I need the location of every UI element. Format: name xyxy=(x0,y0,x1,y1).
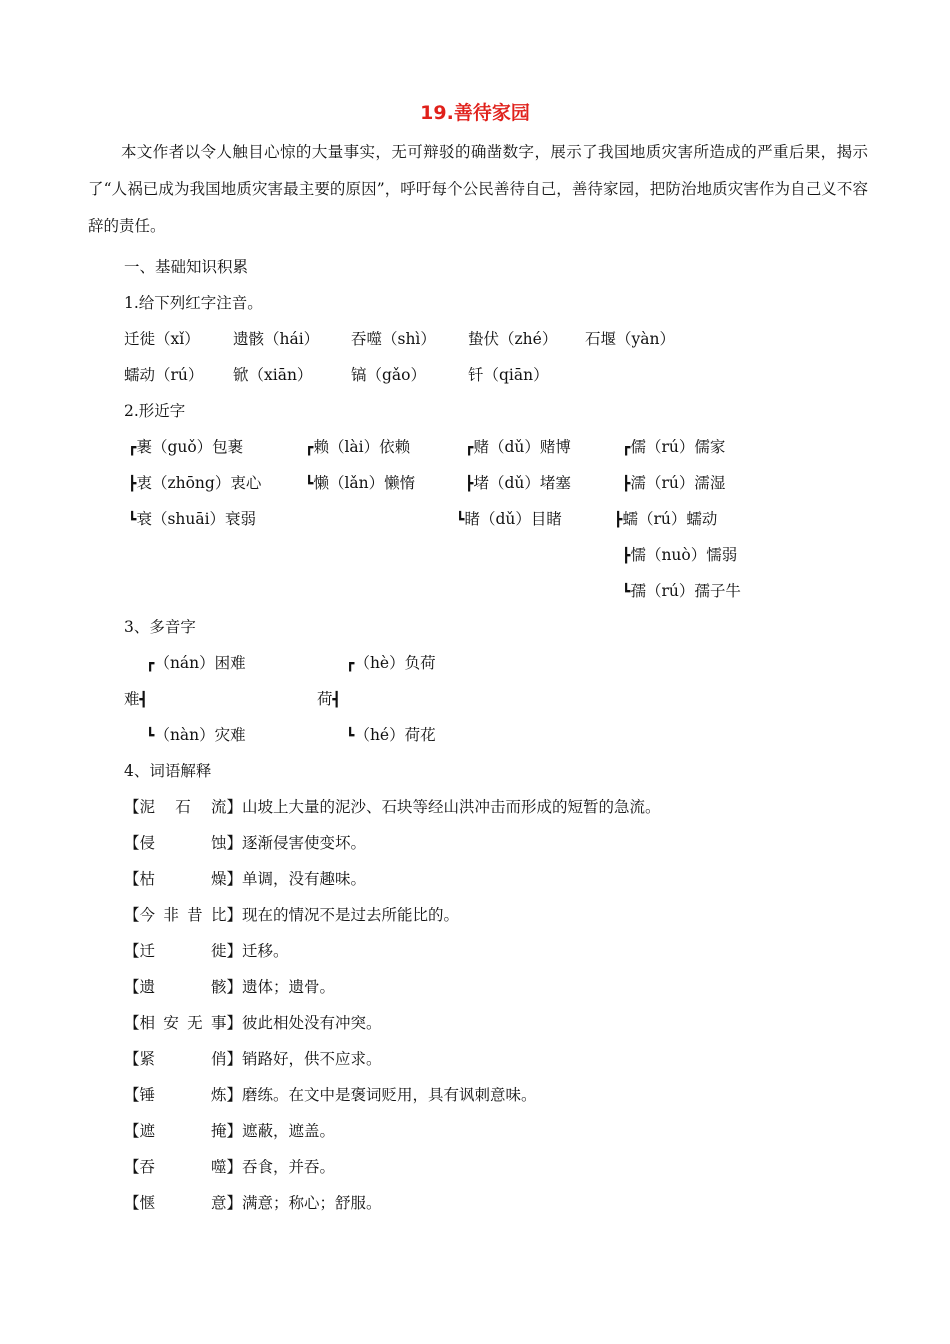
vocab-definition: 山坡上大量的泥沙、石块等经山洪冲击而形成的短暂的急流。 xyxy=(242,798,661,816)
similar-char-item: ┗孺（rú）孺子牛 xyxy=(622,582,741,600)
bracket-icon: ┣ xyxy=(128,476,137,492)
bracket-icon: ┣ xyxy=(614,512,623,528)
similar-char-item: ┣懦（nuò）懦弱 xyxy=(622,546,738,564)
vocab-term: 遗骸 xyxy=(139,978,227,996)
polyphone-reading: ┏（hè）负荷 xyxy=(346,654,436,672)
polyphone-reading: ┏（nán）困难 xyxy=(146,654,246,672)
bracket-icon: ┏ xyxy=(305,440,314,456)
section-heading: 一、基础知识积累 xyxy=(124,258,249,276)
vocab-term: 泥石流 xyxy=(139,798,227,816)
pinyin-item: 蠕动（rú） xyxy=(124,366,204,384)
vocab-definition: 遗体；遗骨。 xyxy=(242,978,336,996)
similar-char-item: ┏赌（dǔ）赌博 xyxy=(465,438,571,456)
similar-char-item: ┣蠕（rú）蠕动 xyxy=(614,510,718,528)
vocab-definition: 单调，没有趣味。 xyxy=(242,870,367,888)
similar-char-item: ┗衰（shuāi）衰弱 xyxy=(128,510,257,528)
vocab-term: 锤炼 xyxy=(139,1086,227,1104)
bracket-icon: ┗ xyxy=(346,728,355,744)
vocab-term: 侵蚀 xyxy=(139,834,227,852)
similar-char-item: ┗懒（lǎn）懒惰 xyxy=(305,474,416,492)
pinyin-item: 迁徙（xǐ） xyxy=(124,330,200,348)
vocab-definition: 逐渐侵害使变坏。 xyxy=(242,834,367,852)
similar-char-item: ┏儒（rú）儒家 xyxy=(622,438,726,456)
question-2-title: 2.形近字 xyxy=(124,402,186,420)
bracket-icon: ┏ xyxy=(465,440,474,456)
bracket-icon: ┗ xyxy=(128,512,137,528)
vocab-item: 【侵蚀】逐渐侵害使变坏。 xyxy=(124,834,367,852)
vocab-definition: 满意；称心；舒服。 xyxy=(242,1194,382,1212)
vocab-definition: 现在的情况不是过去所能比的。 xyxy=(242,906,460,924)
vocab-definition: 销路好，供不应求。 xyxy=(242,1050,382,1068)
vocab-term: 紧俏 xyxy=(139,1050,227,1068)
bracket-icon: ┫ xyxy=(139,692,148,708)
question-4-title: 4、词语解释 xyxy=(124,762,212,780)
similar-char-item: ┗睹（dǔ）目睹 xyxy=(456,510,562,528)
pinyin-item: 石堰（yàn） xyxy=(585,330,675,348)
vocab-term: 遮掩 xyxy=(139,1122,227,1140)
vocab-definition: 磨练。在文中是褒词贬用，具有讽刺意味。 xyxy=(242,1086,537,1104)
bracket-icon: ┫ xyxy=(332,692,341,708)
vocab-item: 【吞噬】吞食，并吞。 xyxy=(124,1158,336,1176)
bracket-icon: ┣ xyxy=(465,476,474,492)
intro-paragraph: 本文作者以令人触目心惊的大量事实，无可辩驳的确凿数字，展示了我国地质灾害所造成的严重后果，揭示了“人祸已成为我国地质灾害最主要的原因”，呼吁每个公民善待自己，善待家园，把防治地质灾害作为自己义不容辞的责任。 xyxy=(88,143,868,235)
polyphone-char: 荷┫ xyxy=(317,690,341,708)
vocab-item: 【惬意】满意；称心；舒服。 xyxy=(124,1194,382,1212)
bracket-icon: ┏ xyxy=(622,440,631,456)
vocab-term: 惬意 xyxy=(139,1194,227,1212)
vocab-term: 迁徙 xyxy=(139,942,227,960)
vocab-item: 【迁徙】迁移。 xyxy=(124,942,289,960)
vocab-item: 【遮掩】遮蔽，遮盖。 xyxy=(124,1122,336,1140)
bracket-icon: ┗ xyxy=(622,584,631,600)
similar-char-item: ┏赖（lài）依赖 xyxy=(305,438,411,456)
vocab-item: 【泥石流】山坡上大量的泥沙、石块等经山洪冲击而形成的短暂的急流。 xyxy=(124,798,661,816)
bracket-icon: ┗ xyxy=(305,476,314,492)
vocab-term: 今非昔比 xyxy=(139,906,227,924)
polyphone-char: 难┫ xyxy=(124,690,148,708)
page-title: 19.善待家园 xyxy=(420,102,530,124)
bracket-icon: ┗ xyxy=(456,512,465,528)
polyphone-reading: ┗（nàn）灾难 xyxy=(146,726,246,744)
polyphone-reading: ┗（hé）荷花 xyxy=(346,726,436,744)
bracket-icon: ┗ xyxy=(146,728,155,744)
pinyin-item: 吞噬（shì） xyxy=(351,330,436,348)
question-1-title: 1.给下列红字注音。 xyxy=(124,294,263,312)
pinyin-item: 镐（gǎo） xyxy=(351,366,426,384)
vocab-definition: 彼此相处没有冲突。 xyxy=(242,1014,382,1032)
bracket-icon: ┣ xyxy=(622,476,631,492)
vocab-item: 【枯燥】单调，没有趣味。 xyxy=(124,870,367,888)
pinyin-item: 锨（xiān） xyxy=(233,366,313,384)
vocab-definition: 遮蔽，遮盖。 xyxy=(242,1122,336,1140)
vocab-item: 【遗骸】遗体；遗骨。 xyxy=(124,978,336,996)
bracket-icon: ┏ xyxy=(146,656,155,672)
vocab-term: 相安无事 xyxy=(139,1014,227,1032)
vocab-item: 【相安无事】彼此相处没有冲突。 xyxy=(124,1014,382,1032)
pinyin-item: 遗骸（hái） xyxy=(233,330,320,348)
vocab-item: 【今非昔比】现在的情况不是过去所能比的。 xyxy=(124,906,460,924)
similar-char-item: ┣濡（rú）濡湿 xyxy=(622,474,726,492)
vocab-definition: 吞食，并吞。 xyxy=(242,1158,336,1176)
pinyin-item: 钎（qiān） xyxy=(468,366,549,384)
bracket-icon: ┣ xyxy=(622,548,631,564)
similar-char-item: ┏裹（guǒ）包裹 xyxy=(128,438,244,456)
vocab-term: 吞噬 xyxy=(139,1158,227,1176)
similar-char-item: ┣衷（zhōng）衷心 xyxy=(128,474,262,492)
vocab-item: 【紧俏】销路好，供不应求。 xyxy=(124,1050,382,1068)
bracket-icon: ┏ xyxy=(128,440,137,456)
question-3-title: 3、多音字 xyxy=(124,618,196,636)
bracket-icon: ┏ xyxy=(346,656,355,672)
vocab-definition: 迁移。 xyxy=(242,942,289,960)
pinyin-item: 蛰伏（zhé） xyxy=(468,330,558,348)
vocab-term: 枯燥 xyxy=(139,870,227,888)
vocab-item: 【锤炼】磨练。在文中是褒词贬用，具有讽刺意味。 xyxy=(124,1086,537,1104)
similar-char-item: ┣堵（dǔ）堵塞 xyxy=(465,474,571,492)
